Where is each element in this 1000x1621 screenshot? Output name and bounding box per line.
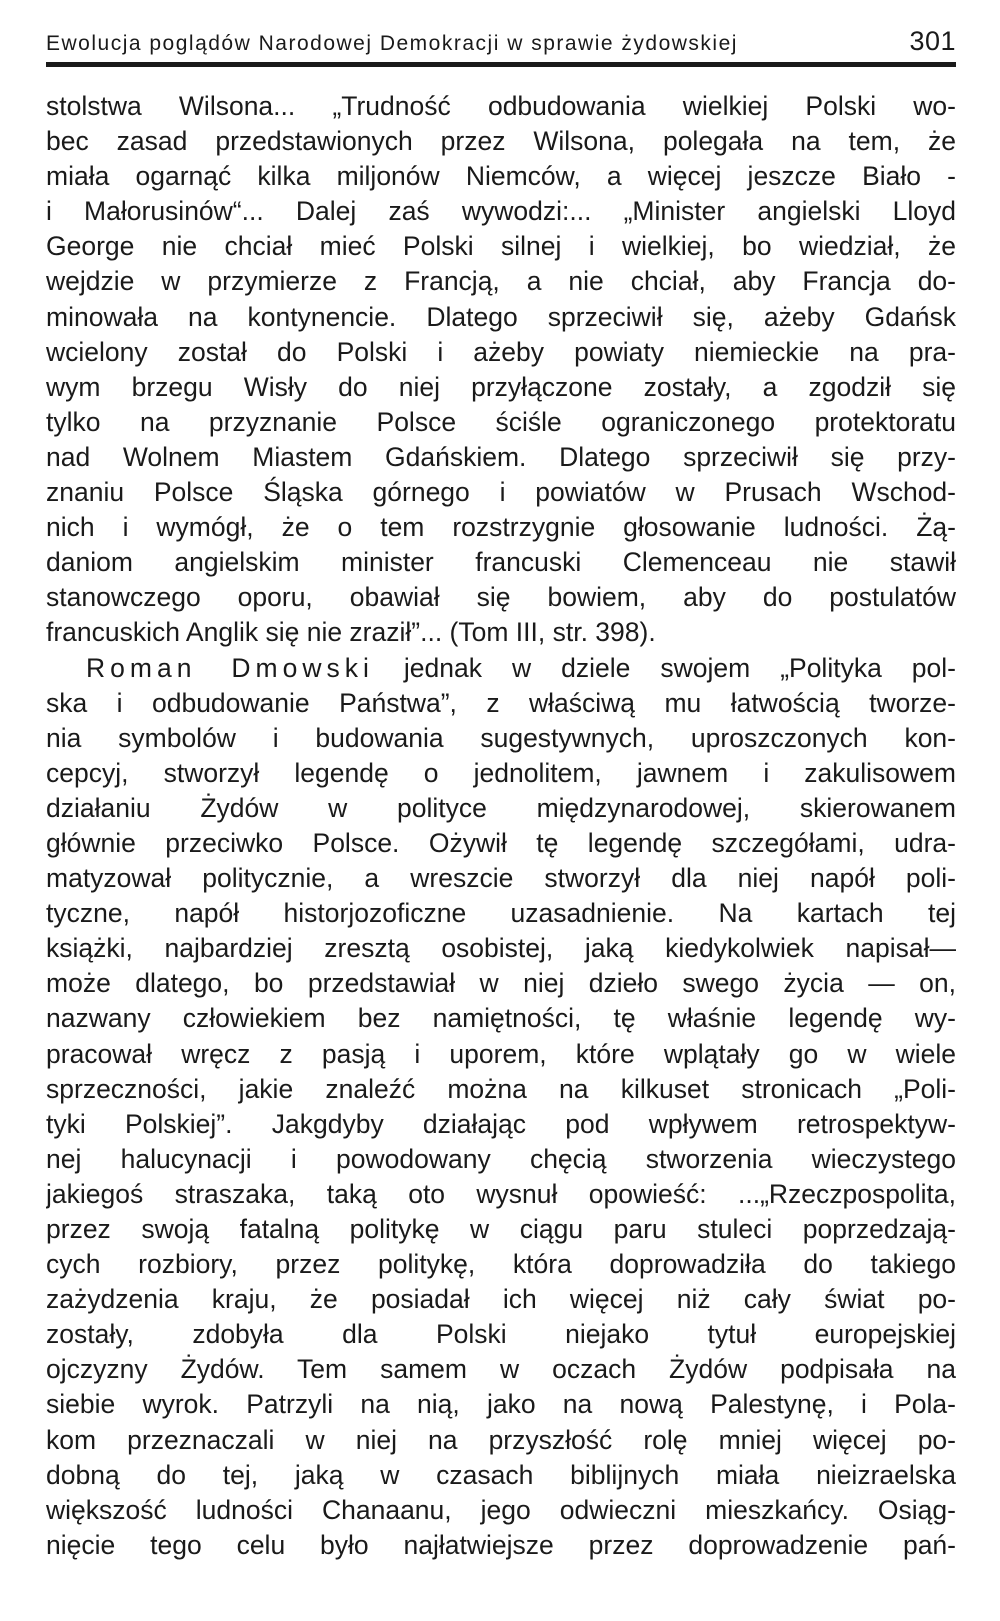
text-line: i Małorusinów“... Dalej zaś wywodzi:... „Minister angielski Lloyd bbox=[46, 196, 956, 227]
text-line: może dlatego, bo przedstawiał w niej dzieło swego życia — on, bbox=[46, 968, 956, 999]
text-line: wym brzegu Wisły do niej przyłączone zostały, a zgodził się bbox=[46, 371, 956, 402]
text-line: nięcie tego celu było najłatwiejsze przez doprowadzenie pań- bbox=[46, 1529, 956, 1560]
text-line: pracował wręcz z pasją i uporem, które wplątały go w wiele bbox=[46, 1038, 956, 1069]
text-line: miała ogarnąć kilka miljonów Niemców, a więcej jeszcze Biało - bbox=[46, 161, 956, 192]
text-line: bec zasad przedstawionych przez Wilsona, polegała na tem, że bbox=[46, 126, 956, 157]
text-line-rest: jednak w dziele swojem „Polityka pol- bbox=[373, 652, 956, 683]
running-title: Ewolucja poglądów Narodowej Demokracji w sprawie żydowskiej bbox=[46, 32, 738, 55]
text-line: tyki Polskiej”. Jakgdyby działając pod wpływem retrospektyw- bbox=[46, 1108, 956, 1139]
text-line: sprzeczności, jakie znaleźć można na kilkuset stronicach „Poli- bbox=[46, 1073, 956, 1104]
header-rule bbox=[46, 62, 956, 67]
text-line: minowała na kontynencie. Dlatego sprzeciwił się, ażeby Gdańsk bbox=[46, 301, 956, 332]
text-line: stanowczego oporu, obawiał się bowiem, aby do postulatów bbox=[46, 582, 956, 613]
text-line: zostały, zdobyła dla Polski niejako tytuł europejskiej bbox=[46, 1319, 956, 1350]
text-line: tyczne, napół historjozoficzne uzasadnienie. Na kartach tej bbox=[46, 898, 956, 929]
text-line: ska i odbudowanie Państwa”, z właściwą mu łatwością tworze- bbox=[46, 687, 956, 718]
text-line: nia symbolów i budowania sugestywnych, uproszczonych kon- bbox=[46, 722, 956, 753]
text-line: matyzował politycznie, a wreszcie stworzył dla niej napół poli- bbox=[46, 863, 956, 894]
text-line: książki, najbardziej zresztą osobistej, jaką kiedykolwiek napisał— bbox=[46, 933, 956, 964]
text-line: większość ludności Chanaanu, jego odwieczni mieszkańcy. Osiąg- bbox=[46, 1494, 956, 1525]
author-name: Roman Dmowski bbox=[86, 652, 374, 683]
text-line: zażydzenia kraju, że posiadał ich więcej niż cały świat po- bbox=[46, 1284, 956, 1315]
text-line: wcielony został do Polski i ażeby powiaty niemieckie na pra- bbox=[46, 336, 956, 367]
text-line: cych rozbiory, przez politykę, która doprowadziła do takiego bbox=[46, 1249, 956, 1280]
text-line: znaniu Polsce Śląska górnego i powiatów w Prusach Wschod- bbox=[46, 477, 956, 508]
text-line: cepcyj, stworzył legendę o jednolitem, jawnem i zakulisowem bbox=[46, 757, 956, 788]
paragraph-2 bbox=[46, 651, 956, 1563]
page-number: 301 bbox=[909, 26, 956, 56]
text-line: działaniu Żydów w polityce międzynarodowej, skierowanem bbox=[46, 792, 956, 823]
text-line: francuskich Anglik się nie zraził”... (Tom III, str. 398). bbox=[46, 617, 656, 648]
paragraph-1 bbox=[46, 89, 956, 651]
text-line: George nie chciał mieć Polski silnej i wielkiej, bo wiedział, że bbox=[46, 231, 956, 262]
body-text bbox=[46, 89, 956, 1563]
text-line: jakiegoś straszaka, taką oto wysnuł opowieść: ...„Rzeczpospolita, bbox=[46, 1178, 956, 1209]
text-line bbox=[46, 651, 956, 686]
text-line: nich i wymógł, że o tem rozstrzygnie głosowanie ludności. Żą- bbox=[46, 512, 956, 543]
text-line: stolstwa Wilsona... „Trudność odbudowania wielkiej Polski wo- bbox=[46, 91, 956, 121]
text-line: nad Wolnem Miastem Gdańskiem. Dlatego sprzeciwił się przy- bbox=[46, 441, 956, 472]
text-line: przez swoją fatalną politykę w ciągu paru stuleci poprzedzają- bbox=[46, 1214, 956, 1244]
text-line: kom przeznaczali w niej na przyszłość rolę mniej więcej po- bbox=[46, 1424, 956, 1455]
text-line: nazwany człowiekiem bez namiętności, tę właśnie legendę wy- bbox=[46, 1003, 956, 1034]
text-line: daniom angielskim minister francuski Clemenceau nie stawił bbox=[46, 547, 956, 578]
text-line: siebie wyrok. Patrzyli na nią, jako na nową Palestynę, i Pola- bbox=[46, 1389, 956, 1420]
page-header bbox=[46, 26, 956, 60]
text-line: wejdzie w przymierze z Francją, a nie chciał, aby Francja do- bbox=[46, 266, 956, 297]
text-line: dobną do tej, jaką w czasach biblijnych miała nieizraelska bbox=[46, 1459, 956, 1490]
text-line: tylko na przyznanie Polsce ściśle ograniczonego protektoratu bbox=[46, 406, 956, 437]
text-line: ojczyzny Żydów. Tem samem w oczach Żydów podpisała na bbox=[46, 1354, 956, 1385]
text-line: głównie przeciwko Polsce. Ożywił tę legendę szczegółami, udra- bbox=[46, 827, 956, 858]
text-line: nej halucynacji i powodowany chęcią stworzenia wieczystego bbox=[46, 1143, 956, 1174]
